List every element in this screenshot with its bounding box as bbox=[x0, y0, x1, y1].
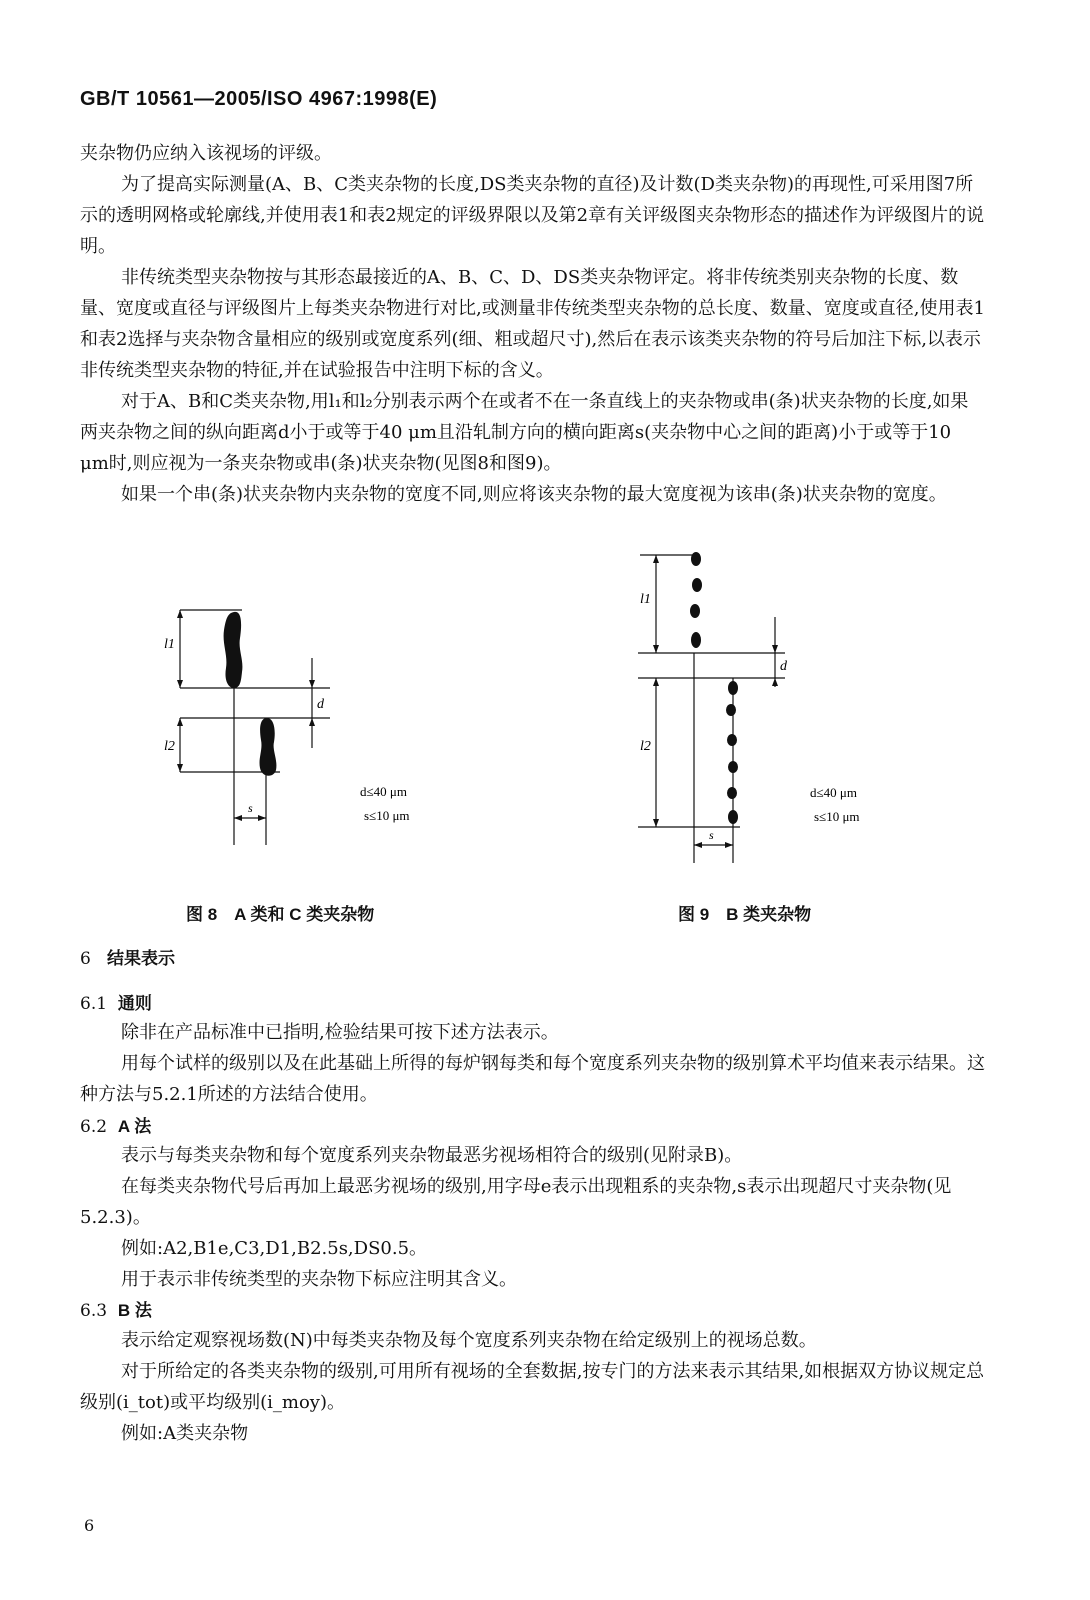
paragraph: 例如:A2,B1e,C3,D1,B2.5s,DS0.5。 bbox=[121, 1238, 428, 1259]
figure-8-caption: 图 8 A 类和 C 类夹杂物 bbox=[186, 905, 375, 924]
condition-s: s≤10 μm bbox=[364, 808, 410, 823]
section-6-heading bbox=[80, 944, 175, 969]
figure-9-caption: 图 9 B 类夹杂物 bbox=[678, 905, 812, 924]
document-header: GB/T 10561—2005/ISO 4967:1998(E) bbox=[80, 88, 438, 110]
s-label: s bbox=[248, 801, 253, 815]
section-number: 6.2 bbox=[80, 1117, 108, 1137]
d-label: d bbox=[317, 697, 324, 712]
paragraph: 非传统类型夹杂物按与其形态最接近的A、B、C、D、DS类夹杂物评定。将非传统类别夹杂物的长度、数量、宽度或直径与评级图片上每类夹杂物进行对比,或测量非传统类型夹杂物的总长度、数量、宽度或直径,使用表1和表2选择与夹杂物含量相应的级别或宽度系列(细、粗或超尺寸),然后在表示该类夹杂物的符号后加注下标,以表示非传统类型夹杂物的特征,并在试验报告中注明下标的含义。 bbox=[80, 267, 985, 381]
section-6-3-heading bbox=[80, 1296, 152, 1321]
paragraph: 对于所给定的各类夹杂物的级别,可用所有视场的全套数据,按专门的方法来表示其结果,如根据双方协议规定总级别(i_tot)或平均级别(i_moy)。 bbox=[80, 1361, 985, 1413]
l2-label: l2 bbox=[640, 739, 651, 754]
section-6-2-body bbox=[80, 1140, 985, 1295]
section-title: A 法 bbox=[117, 1117, 152, 1136]
l2-label: l2 bbox=[164, 739, 175, 754]
paragraph: 表示给定观察视场数(N)中每类夹杂物及每个宽度系列夹杂物在给定级别上的视场总数。 bbox=[121, 1330, 817, 1351]
paragraph: 为了提高实际测量(A、B、C类夹杂物的长度,DS类夹杂物的直径)及计数(D类夹杂物)的再现性,可采用图7所示的透明网格或轮廓线,并使用表1和表2规定的评级界限以及第2章有关评级图夹杂物形态的描述作为评级图片的说明。 bbox=[80, 174, 985, 257]
figure-8-diagram bbox=[150, 600, 470, 860]
paragraph: 用每个试样的级别以及在此基础上所得的每炉钢每类和每个宽度系列夹杂物的级别算术平均值来表示结果。这种方法与5.2.1所述的方法结合使用。 bbox=[80, 1053, 985, 1105]
intro-text bbox=[80, 138, 985, 510]
section-title: 结果表示 bbox=[107, 949, 176, 968]
section-6-2-heading bbox=[80, 1112, 151, 1137]
paragraph: 除非在产品标准中已指明,检验结果可按下述方法表示。 bbox=[121, 1022, 559, 1043]
condition-d: d≤40 μm bbox=[360, 784, 407, 799]
l1-label: l1 bbox=[164, 637, 175, 652]
section-title: B 法 bbox=[117, 1301, 152, 1320]
paragraph: 对于A、B和C类夹杂物,用l₁和l₂分别表示两个在或者不在一条直线上的夹杂物或串(条)状夹杂物的长度,如果两夹杂物之间的纵向距离d小于或等于40 μm且沿轧制方向的横向距离s(夹杂物中心之间的距离)小于或等于10 μm时,则应视为一条夹杂物或串(条)状夹杂物(见图8和图9)。 bbox=[80, 391, 969, 474]
section-number: 6 bbox=[80, 949, 91, 969]
section-6-1-heading bbox=[80, 989, 152, 1014]
paragraph: 如果一个串(条)状夹杂物内夹杂物的宽度不同,则应将该夹杂物的最大宽度视为该串(条)状夹杂物的宽度。 bbox=[121, 484, 947, 505]
s-label: s bbox=[709, 828, 714, 842]
condition-s: s≤10 μm bbox=[814, 809, 860, 824]
section-6-3-body bbox=[80, 1325, 985, 1449]
paragraph: 用于表示非传统类型的夹杂物下标应注明其含义。 bbox=[121, 1269, 517, 1290]
l1-label: l1 bbox=[640, 592, 651, 607]
section-number: 6.1 bbox=[80, 994, 108, 1014]
paragraph: 例如:A类夹杂物 bbox=[121, 1423, 249, 1444]
paragraph: 表示与每类夹杂物和每个宽度系列夹杂物最恶劣视场相符合的级别(见附录B)。 bbox=[121, 1145, 743, 1166]
page-number: 6 bbox=[84, 1516, 95, 1535]
section-number: 6.3 bbox=[80, 1301, 108, 1321]
paragraph: 在每类夹杂物代号后再加上最恶劣视场的级别,用字母e表示出现粗系的夹杂物,s表示出现超尺寸夹杂物(见5.2.3)。 bbox=[80, 1176, 952, 1228]
condition-d: d≤40 μm bbox=[810, 785, 857, 800]
figure-9-diagram bbox=[620, 545, 940, 870]
d-label: d bbox=[780, 659, 787, 674]
section-title: 通则 bbox=[117, 994, 152, 1013]
section-6-1-body bbox=[80, 1017, 985, 1110]
paragraph: 夹杂物仍应纳入该视场的评级。 bbox=[80, 143, 332, 164]
